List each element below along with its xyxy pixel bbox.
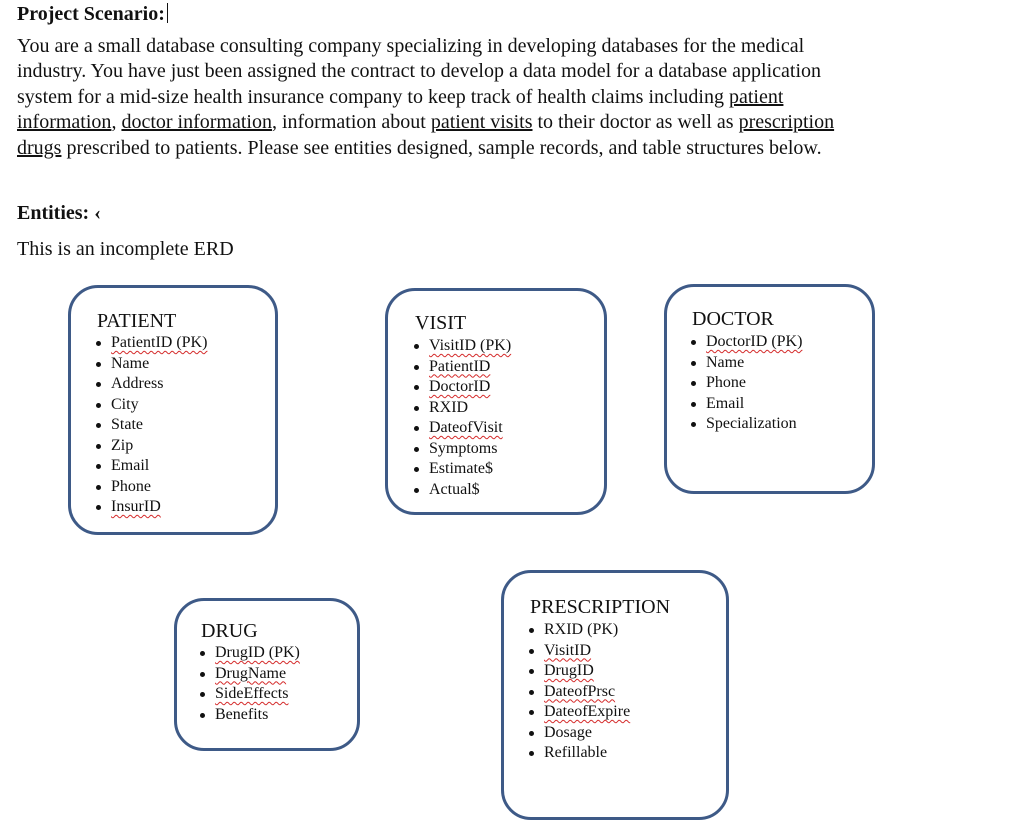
attribute-item [93,456,207,477]
attribute-text: RXID (PK) [544,621,619,638]
attribute-item [93,497,207,518]
entity-prescription [501,570,729,820]
attribute-text: Specialization [706,415,797,432]
scenario-paragraph [17,34,847,161]
text-cursor [167,3,168,23]
attribute-item [93,333,207,354]
attribute-item [411,336,511,357]
attribute-text: Refillable [544,744,608,761]
entity-visit [385,288,607,515]
attribute-text: DateofExpire [544,703,631,720]
attribute-item [526,641,630,662]
underlined-prescription-drugs: prescription drugs [17,111,835,159]
attribute-text: Phone [111,477,151,495]
attribute-item [688,414,802,435]
attribute-item [688,332,802,353]
attribute-text: City [111,395,139,413]
attribute-item [197,684,300,705]
attribute-text: DateofVisit [429,419,503,436]
attribute-item [93,374,207,395]
attribute-item [411,377,511,398]
entity-patient [68,285,278,535]
attribute-text: Phone [706,374,746,391]
attribute-text: RXID [429,398,469,416]
entity-drug [174,598,360,751]
attribute-item [411,418,511,439]
entity-doctor [664,284,875,494]
attribute-item [526,620,630,641]
attribute-text: VisitID [544,641,592,659]
attribute-text: Benefits [215,705,269,723]
attribute-text: Symptoms [429,439,498,457]
attribute-item [93,354,207,375]
attribute-item [197,705,300,726]
attribute-item [93,415,207,436]
attribute-list [688,332,802,435]
attribute-item [93,395,207,416]
attribute-text: Name [111,354,150,372]
underlined-doctor-information: doctor information [121,111,272,134]
attribute-text: DoctorID [429,378,491,395]
attribute-text: Address [111,375,164,392]
attribute-text: Actual$ [429,480,480,498]
attribute-item [526,661,630,682]
attribute-text: Estimate$ [429,460,493,477]
entity-title: PRESCRIPTION [530,596,671,618]
entity-title: PATIENT [97,310,177,332]
attribute-item [411,480,511,501]
attribute-text: Zip [111,436,134,454]
attribute-item [688,373,802,394]
attribute-item [411,439,511,460]
entity-title: VISIT [415,312,467,334]
attribute-text: PatientID (PK) [111,334,208,351]
attribute-list [197,643,300,725]
attribute-text: DateofPrsc [544,682,616,700]
attribute-text: PatientID [429,357,491,375]
underlined-patient-visits: patient visits [430,111,533,134]
attribute-item [197,664,300,685]
attribute-item [93,436,207,457]
attribute-text: DrugName [215,664,287,682]
attribute-item [688,394,802,415]
paragraph-text-2: , [111,111,122,134]
attribute-item [526,723,630,744]
attribute-text: VisitID (PK) [429,337,512,354]
attribute-list [526,620,630,764]
attribute-list [93,333,207,518]
underlined-patient-information: patient information [17,85,784,134]
heading-project-scenario-text: Project Scenario: [17,3,165,25]
attribute-item [526,702,630,723]
attribute-text: State [111,416,143,433]
paragraph-text-4: to their doctor as well as [532,111,739,134]
erd-note: This is an incomplete ERD [17,238,234,260]
paragraph-text-1: You are a small database consulting company specializing in developing databases for the medical industry. You have just been assigned the contract to develop a data model for a database application system for a mid-size health insurance company to keep track of health claims including [17,35,822,108]
attribute-item [688,353,802,374]
entity-title: DRUG [201,620,258,642]
attribute-list [411,336,511,500]
attribute-text: Dosage [544,723,592,741]
entity-title: DOCTOR [692,308,774,330]
paragraph-text-3: , information about [271,111,431,134]
attribute-item [411,459,511,480]
attribute-text: InsurID [111,498,161,515]
attribute-text: DoctorID (PK) [706,333,803,350]
attribute-item [526,682,630,703]
attribute-text: SideEffects [215,685,289,702]
heading-entities: Entities: ‹ [17,202,101,224]
attribute-text: Email [706,394,745,412]
attribute-item [411,398,511,419]
attribute-item [93,477,207,498]
attribute-text: Email [111,457,150,474]
paragraph-text-5: prescribed to patients. Please see entities designed, sample records, and table structures below. [61,136,822,159]
attribute-item [411,357,511,378]
attribute-text: DrugID (PK) [215,644,300,661]
attribute-item [197,643,300,664]
attribute-text: Name [706,353,745,371]
attribute-text: DrugID [544,662,594,679]
heading-project-scenario [17,2,168,26]
attribute-item [526,743,630,764]
